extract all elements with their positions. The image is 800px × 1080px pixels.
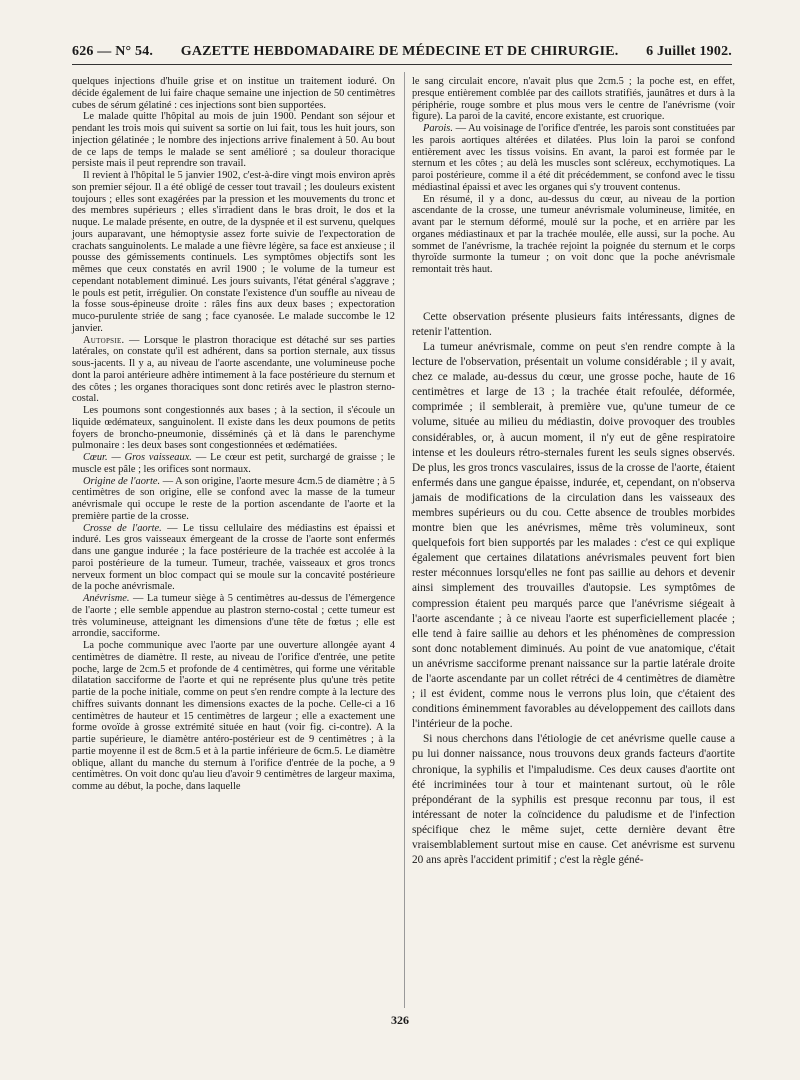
paragraph <box>72 476 395 523</box>
paragraph <box>72 452 395 476</box>
paragraph-text: — Le tissu cellulaire des médiastins est épaissi et induré. Les gros vaisseaux émergeant de la crosse de l'aorte sont enfermés dans une gangue indurée ; la face postérieure de la trachée est accolée à la paroi postérieure de la tumeur. Tumeur, trachée, vaisseaux et gros troncs nerveux forment un bloc compact qui se moule sur la concavité postérieure de la poche anévrismale. <box>72 522 395 593</box>
paragraph-text: — A son origine, l'aorte mesure 4cm.5 de diamètre ; à 5 centimètres de son origine, elle se confond avec la masse de la tumeur anévrismale qui occupe le reste de la portion ascendante de l'aorte et la première partie de la crosse. <box>72 475 396 522</box>
right-column <box>412 76 735 868</box>
right-column-commentary <box>412 310 735 868</box>
page-number-header: 626 — N° 54. <box>72 44 154 59</box>
paragraph <box>412 194 735 276</box>
paragraph-text: La tumeur anévrismale, comme on peut s'en rendre compte à la lecture de l'observation, présentait un volume considérable ; il y avait, chez ce malade, au-dessus du cœur, une grosse poche, haute de 16 centimètres et large de 13 ; la trachée était refoulée, déformée, comprimée ; il semblerait, à première vue, qu'une tumeur de ce volume, située au milieu du médiastin, doive provoquer des troubles considérables, or, à aucun moment, il n'y eut de gêne respiratoire intense et les douleurs rétro-sternales furent les seuls signes observés. De plus, les gros troncs vasculaires, issus de la crosse de l'aorte, étaient enfermés dans une gangue épaisse, indurée, et, cependant, on n'observa jamais de modifications de la circulation dans les vaisseaux des membres supérieurs ou du cou. Cette absence de troubles morbides montre bien que les anévrismes, même très volumineux, sont quelquefois fort bien supportés par les malades : c'est ce qui explique également que certaines dilatations anévrismales peuvent fort bien rester méconnues lorsqu'elles ne font pas saillie au dehors et devenir ainsi simplement des trouvailles d'autopsie. Les symptômes de compression étaient peu marqués parce que l'anévrisme siégeait à l'aorte ascendante ; à ce niveau l'aorte est superficiellement placée ; elle tend à faire saillie au dehors et les phénomènes de compression sont donc notablement diminués. Au point de vue anatomique, c'était un anévrisme sacciforme prenant naissance sur la partie latérale droite de l'aorte ascendante par un collet rétréci de 4 centimètres de diamètre ; il est évident, comme nous le verrons plus loin, que c'étaient des conditions éminemment favorables au développement des caillots dans l'intérieur de la poche. <box>412 340 735 731</box>
header-rule <box>72 64 732 65</box>
paragraph <box>412 340 735 732</box>
paragraph-lead: Origine de l'aorte. <box>83 475 161 487</box>
paragraph-text: Si nous cherchons dans l'étiologie de cet anévrisme quelle cause a pu lui donner naissance, nous trouvons deux grands facteurs d'aortite chronique, la syphilis et l'impaludisme. Ces deux causes d'aortite ont été incriminées tour à tour et maintenant surtout, où le rôle prépondérant de la syphilis est presque reconnu par tous, il est intéressant de noter la coïncidence du paludisme et de l'infection spécifique chez le même sujet, cette dernière devant être vraisemblablement surtout mise en cause. Cet anévrisme est survenu 20 ans après l'accident primitif ; c'est la règle géné- <box>412 733 735 867</box>
paragraph-text: le sang circulait encore, n'avait plus que 2cm.5 ; la poche est, en effet, presque entièrement comblée par des caillots stratifiés, jaunâtres et durs à la périphérie, rouge sombre et plus mous vers le centre de l'anévrisme (voir figure). La paroi de la cavité, encore existante, est cruorique. <box>412 76 735 123</box>
paragraph-lead: Parois. <box>423 123 453 134</box>
paragraph-lead: Autopsie. <box>83 334 125 346</box>
column-divider <box>404 72 405 1008</box>
left-column <box>72 76 395 793</box>
paragraph-text: — Au voisinage de l'orifice d'entrée, les parois sont constituées par les parois aortiques altérées et dilatées. Plus loin la paroi se confond entièrement avec les tissus voisins. En avant, la paroi est formée par le sternum et les côtes ; au delà les muscles sont scléreux, ecchymotiques. La paroi postérieure, comme il a été dit précédemment, se confond avec le tissu médiastinal épaissi et avec les organes qui s'y trouvent contenus. <box>412 123 735 193</box>
paragraph-text: Cette observation présente plusieurs faits intéressants, dignes de retenir l'attention. <box>412 310 735 338</box>
paragraph <box>72 523 395 594</box>
paragraph <box>72 170 395 335</box>
paragraph-text: — Le cœur est petit, surchargé de graisse ; le muscle est pâle ; les orifices sont normaux. <box>72 452 395 475</box>
paragraph <box>72 640 395 793</box>
journal-title: GAZETTE HEBDOMADAIRE DE MÉDECINE ET DE CHIRURGIE. <box>180 44 619 59</box>
paragraph <box>72 76 395 111</box>
paragraph <box>72 111 395 170</box>
paragraph <box>412 310 735 340</box>
page-footer-number: 326 <box>391 1013 409 1027</box>
paragraph <box>72 405 395 452</box>
paragraph <box>72 593 395 640</box>
right-column-observation <box>412 76 735 276</box>
paragraph-lead: Anévrisme. <box>83 593 130 604</box>
paragraph <box>412 76 735 123</box>
section-gap <box>412 276 735 310</box>
paragraph-lead: Cœur. — Gros vaisseaux. <box>83 452 192 463</box>
paragraph <box>412 123 735 194</box>
issue-date: 6 Juillet 1902. <box>646 44 732 59</box>
paragraph-text: Les poumons sont congestionnés aux bases ; à la section, il s'écoule un liquide œdémateux, sanguinolent. Il existe dans les deux poumons de petits foyers de broncho-pneumonie, disséminés çà et là dans le parenchyme pulmonaire : les deux bases sont congestionnées et œdématiées. <box>72 405 395 452</box>
paragraph-text: — Lorsque le plastron thoracique est détaché sur ses parties latérales, on constate qu'il est adhérent, dans sa portion sternale, aux tissus sous-jacents. Il y a, au niveau de l'aorte ascendante, une volumineuse poche dont la paroi antérieure adhère intimement à la face postérieure du sternum et des côtes ; les organes thoraciques sont donc retirés avec le plastron sterno-costal. <box>72 334 395 405</box>
paragraph <box>412 732 735 868</box>
paragraph-text: quelques injections d'huile grise et on institue un traitement ioduré. On décide également de lui faire chaque semaine une injection de 50 centimètres cubes de sérum gélatiné : ces injections sont bien supportées. <box>72 76 395 111</box>
paragraph-text: Il revient à l'hôpital le 5 janvier 1902, c'est-à-dire vingt mois environ après son premier séjour. Il a été obligé de cesser tout travail ; les douleurs existent toujours ; elles sont exagérées par la pression et les mouvements du tronc et des membres supérieurs ; elles s'irradient dans le bras droit, le dos et la nuque. Le malade présente, en outre, de la dyspnée et il est survenu, quelques jours auparavant, une hémoptysie assez forte suivie de l'expectoration de crachats sanguinolents. Le malade a une fièvre légère, sa face est anxieuse ; il pousse des gémissements continuels. Les symptômes objectifs sont les mêmes que ceux constatés en avril 1900 ; le volume de la tumeur est cependant notablement diminué. Les jours suivants, l'état général s'aggrave ; le pouls est petit, irrégulier. On constate l'existence d'un souffle au niveau de la fosse sous-épineuse droite : râles fins aux deux bases ; expectoration muco-purulente striée de sang ; face cyanosée. Le malade succombe le 12 janvier. <box>72 170 395 334</box>
running-header <box>72 44 732 62</box>
paragraph-text: — La tumeur siège à 5 centimètres au-dessus de l'émergence de l'aorte ; elle semble appendue au plastron sterno-costal ; cette tumeur est très volumineuse, atteignant les dimensions d'une tête de fœtus ; elle est arrondie, sacciforme. <box>72 593 395 640</box>
paragraph-text: Le malade quitte l'hôpital au mois de juin 1900. Pendant son séjour et pendant les trois mois qui suivent sa sortie on lui fait, tous les huit jours, son injection gélatinée ; le nombre des injections arrive finalement à 50. Au bout de ce laps de temps le malade se sent amélioré ; sa douleur thoracique persiste mais il peut reprendre son travail. <box>72 111 395 170</box>
paragraph-text: En résumé, il y a donc, au-dessus du cœur, au niveau de la portion ascendante de la crosse, une tumeur anévrismale volumineuse, limitée, en avant par le sternum déformé, moulé sur la poche, et en arrière par les organes médiastinaux et par la trachée moulée, elle aussi, sur la poche. Au sommet de l'anévrisme, la trachée rejoint la poignée du sternum et le corps thyroïde surmonte la tumeur ; on voit donc que la poche anévrismale remontait très haut. <box>412 193 735 275</box>
paragraph-text: La poche communique avec l'aorte par une ouverture allongée ayant 4 centimètres de diamètre. Il reste, au niveau de l'orifice d'entrée, une petite poche, large de 2cm.5 et profonde de 4 centimètres, qui forme une véritable dilatation sacciforme de l'aorte et qui ne représente plus qu'une très petite partie de la poche initiale, comme on peut s'en rendre compte à la lecture des chiffres suivants donnant les dimensions exactes de la poche. Celle-ci a 16 centimètres de hauteur et 15 centimètres de largeur ; elle a exactement une forme ovoïde à grosse extrémité située en haut (voir fig. ci-contre). A la partie supérieure, le diamètre antéro-postérieur est de 9 centimètres ; à la partie moyenne il est de 8cm.5 et à la partie inférieure de 6cm.5. Le diamètre oblique, allant du manche du sternum à l'orifice d'entrée de la poche, a 9 centimètres. On voit donc qu'au lieu d'avoir 9 centimètres de largeur maxima, comme au début, la poche, dans laquelle <box>72 640 395 792</box>
paragraph <box>72 335 395 406</box>
paragraph-lead: Crosse de l'aorte. <box>83 522 162 534</box>
